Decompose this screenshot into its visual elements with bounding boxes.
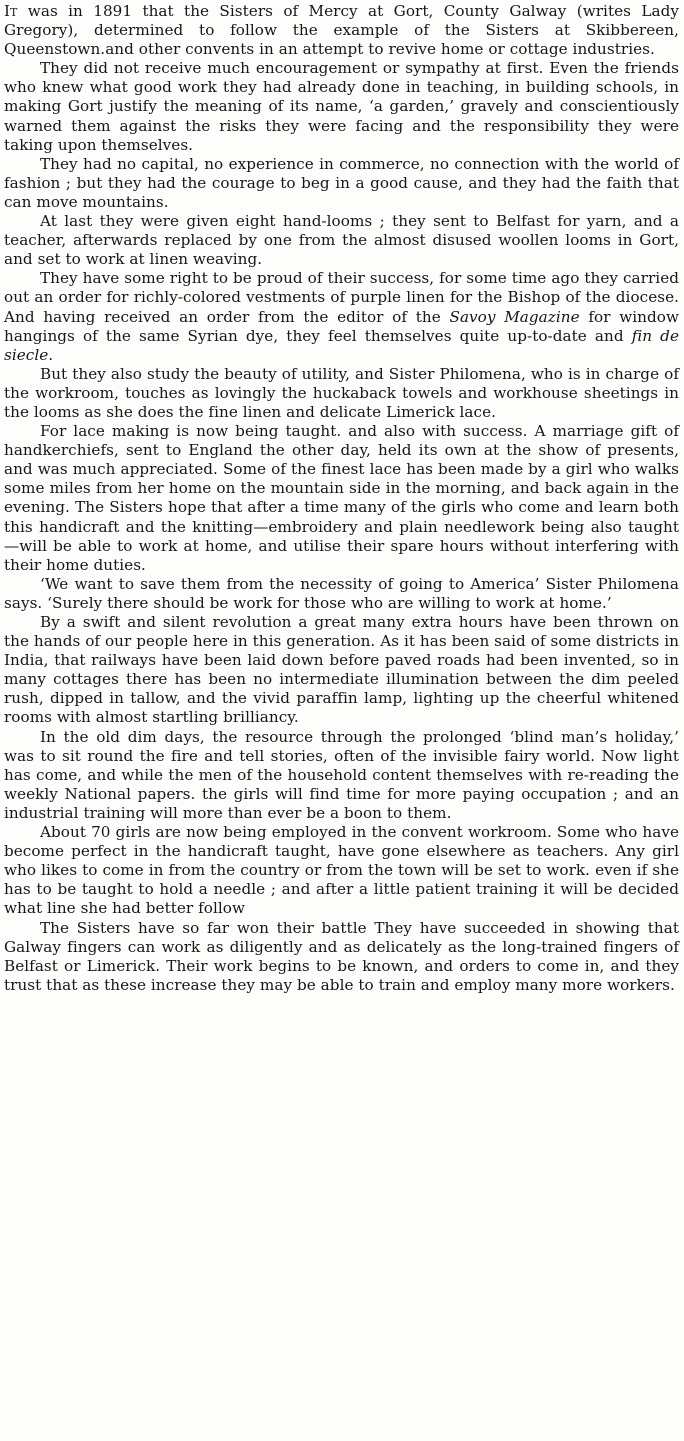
article-body xyxy=(4,2,679,995)
paragraph-6: But they also study the beauty of utility, and Sister Philomena, who is in charge of the workroom, touches as lovingly the huckaback towels and workhouse sheetings in the looms as she does the fine linen and delicate Limerick lace. xyxy=(4,364,679,421)
paragraph-5 xyxy=(4,269,679,364)
paragraph-1-lead-word: It xyxy=(4,2,18,20)
paragraph-1-text: was in 1891 that the Sisters of Mercy at Gort, County Galway (writes Lady Gregory), determined to follow the example of the Sisters at Skibbereen, Queenstown.and other convents in an attempt to revive home or cottage industries. xyxy=(4,2,679,59)
paragraph-5-text-b: for window hangings of the same Syrian dye, they feel themselves quite up-to-date and xyxy=(4,307,680,345)
paragraph-5-text-a: They have some right to be proud of their success, for some time ago they carried out an order for richly-colored vestments of purple linen for the Bishop of the diocese. And having received an order from the editor of the xyxy=(4,269,679,326)
paragraph-1 xyxy=(4,2,679,59)
paragraph-8-quote: ‘We want to save them from the necessity of going to America’ Sister Philomena says. ‘Surely there should be work for those who are willing to work at home.’ xyxy=(4,574,679,612)
paragraph-10: In the old dim days, the resource through the prolonged ‘blind man’s holiday,’ was to sit round the fire and tell stories, often of the invisible fairy world. Now light has come, and while the men of the household content themselves with re-reading the weekly National papers. the girls will find time for more paying occupation ; and an industrial training will more than ever be a boon to them. xyxy=(4,727,679,822)
paragraph-11: About 70 girls are now being employed in the convent workroom. Some who have become perfect in the handicraft taught, have gone elsewhere as teachers. Any girl who likes to come in from the country or from the town will be set to work. even if she has to be taught to hold a needle ; and after a little patient training it will be decided what line she had better follow xyxy=(4,823,679,918)
paragraph-12: The Sisters have so far won their battle They have succeeded in showing that Galway fingers can work as diligently and as delicately as the long-trained fingers of Belfast or Limerick. Their work begins to be known, and orders to come in, and they trust that as these increase they may be able to train and employ many more workers. xyxy=(4,918,679,994)
paragraph-3: They had no capital, no experience in commerce, no connection with the world of fashion ; but they had the courage to beg in a good cause, and they had the faith that can move mountains. xyxy=(4,154,679,211)
magazine-title: Savoy Magazine xyxy=(449,307,580,326)
paragraph-5-text-c: . xyxy=(48,345,54,364)
paragraph-9: By a swift and silent revolution a great many extra hours have been thrown on the hands of our people here in this generation. As it has been said of some districts in India, that railways have been laid down before paved roads had been invented, so in many cottages there has been no intermediate illumination between the dim peeled rush, dipped in tallow, and the vivid paraffin lamp, lighting up the cheerful whitened rooms with almost startling brilliancy. xyxy=(4,613,679,727)
foreign-phrase: fin de siecle xyxy=(4,326,679,364)
paragraph-2: They did not receive much encouragement or sympathy at first. Even the friends who knew what good work they had already done in teaching, in building schools, in making Gort justify the meaning of its name, ‘a garden,’ gravely and conscientiously warned them against the risks they were facing and the responsibility they were taking upon themselves. xyxy=(4,59,679,154)
paragraph-4: At last they were given eight hand-looms ; they sent to Belfast for yarn, and a teacher, afterwards replaced by one from the almost disused woollen looms in Gort, and set to work at linen weaving. xyxy=(4,212,679,269)
paragraph-7: For lace making is now being taught. and also with success. A marriage gift of handkerchiefs, sent to England the other day, held its own at the show of presents, and was much appreciated. Some of the finest lace has been made by a girl who walks some miles from her home on the mountain side in the morning, and back again in the evening. The Sisters hope that after a time many of the girls who come and learn both this handicraft and the knitting—embroidery and plain needlework being also taught—will be able to work at home, and utilise their spare hours without interfering with their home duties. xyxy=(4,422,679,574)
